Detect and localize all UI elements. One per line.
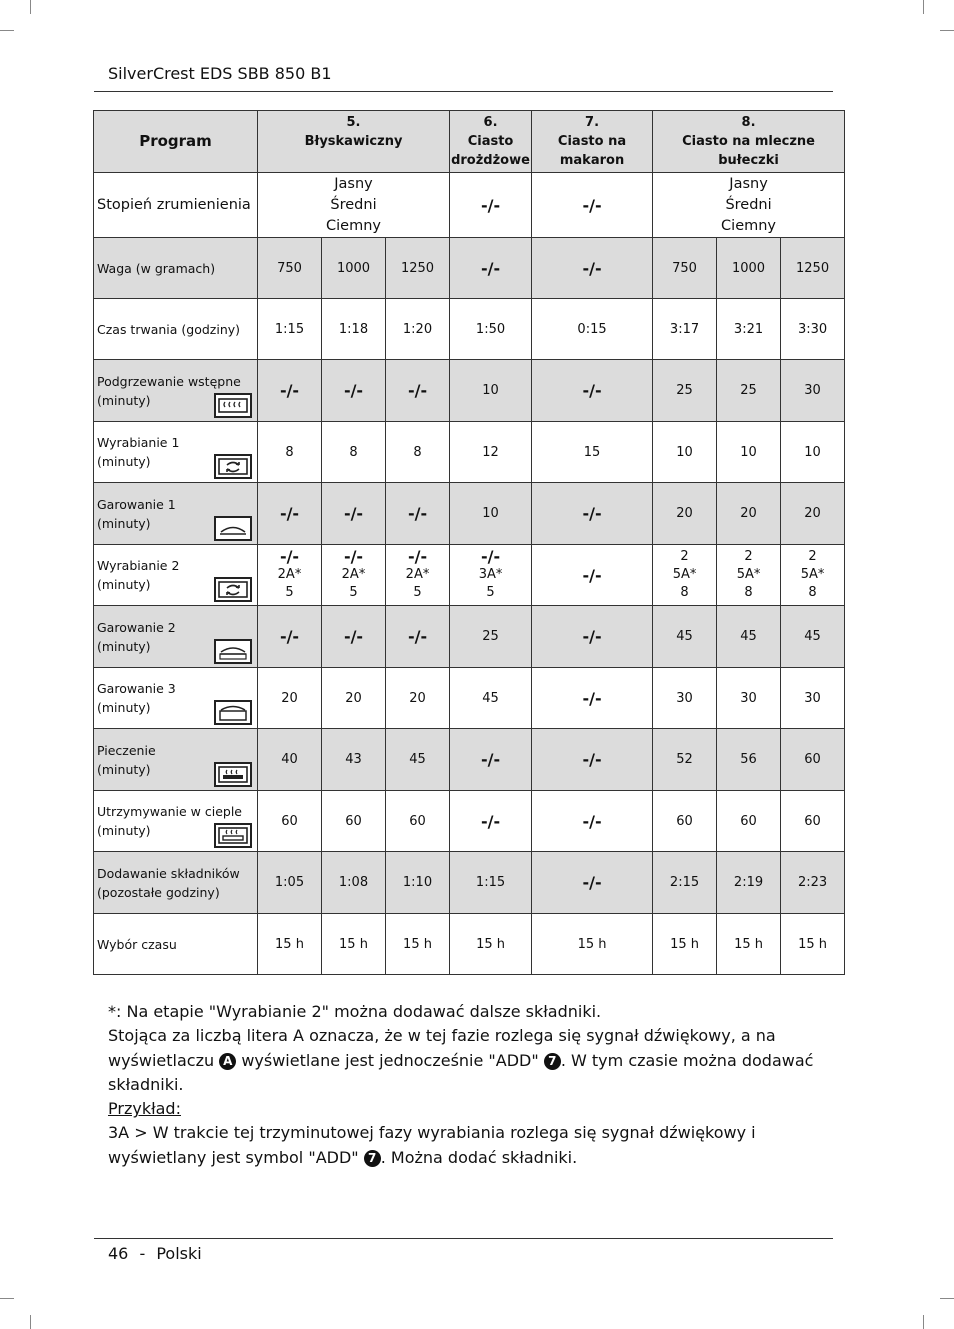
- row-label: [94, 791, 258, 852]
- column-name: Błyskawiczny: [304, 134, 403, 149]
- cell-value: 10: [450, 483, 532, 545]
- browning-levels: [258, 173, 450, 238]
- cell-value: 1:18: [322, 299, 386, 360]
- cell-value: 43: [322, 729, 386, 791]
- cell-line: 3A*: [478, 567, 503, 582]
- cell-value: 52: [653, 729, 717, 791]
- row-label-text: Waga (w gramach): [97, 260, 216, 276]
- add-badge-icon: 7: [544, 1053, 561, 1070]
- cell-value: 56: [717, 729, 781, 791]
- header-rule: [94, 91, 833, 92]
- table-row: [94, 483, 845, 545]
- cell-value: 10: [717, 422, 781, 483]
- table-row: [94, 791, 845, 852]
- browning-level: Jasny: [729, 175, 768, 192]
- row-label: [94, 545, 258, 606]
- cell-line: 2A*: [277, 567, 302, 582]
- row-label-unit: (minuty): [97, 761, 151, 777]
- cell-value: 60: [781, 729, 845, 791]
- crop-mark: [0, 1298, 14, 1299]
- crop-mark: [0, 30, 14, 31]
- cell-line: 5: [486, 585, 495, 600]
- note-text: . Można dodać składniki.: [380, 1147, 578, 1167]
- cell-value: 1:15: [450, 852, 532, 914]
- cell-value: 15: [532, 422, 653, 483]
- table-row: [94, 729, 845, 791]
- table-row: [94, 606, 845, 668]
- note-text: Stojąca za liczbą litera A oznacza, że w tej fazie rozlega się sygnał dźwiękowy, a na wyświetlaczu: [108, 1026, 776, 1070]
- cell-line: 2A*: [405, 567, 430, 582]
- table-row: [94, 360, 845, 422]
- cell-value: 1:15: [258, 299, 322, 360]
- cell-value: 45: [386, 729, 450, 791]
- cell-value: 60: [781, 791, 845, 852]
- browning-levels: [653, 173, 845, 238]
- cell-value: [386, 545, 450, 606]
- cell-value: 25: [717, 360, 781, 422]
- cell-value: 15 h: [781, 914, 845, 975]
- crop-mark: [940, 30, 954, 31]
- column-header: [258, 111, 450, 173]
- browning-level: Jasny: [334, 175, 373, 192]
- cell-value: 1:08: [322, 852, 386, 914]
- column-name: Ciasto na mleczne: [682, 134, 815, 149]
- column-name-2: makaron: [559, 153, 625, 168]
- bake-icon: [214, 762, 252, 787]
- crop-mark: [923, 0, 924, 14]
- cell-value: 1:05: [258, 852, 322, 914]
- cell-value: 0:15: [532, 299, 653, 360]
- note-text: wyświetlane jest jednocześnie "ADD": [241, 1050, 539, 1070]
- cell-value: 60: [386, 791, 450, 852]
- cell-line: 8: [680, 585, 689, 600]
- cell-value: 30: [781, 360, 845, 422]
- row-label: [94, 299, 258, 360]
- table-row: [94, 668, 845, 729]
- cell-value: -/-: [258, 606, 322, 668]
- cell-value: 8: [386, 422, 450, 483]
- cell-value: -/-: [322, 483, 386, 545]
- column-header: [653, 111, 845, 173]
- rise-1-icon: [214, 516, 252, 541]
- note-text: . W tym czasie można dodawać składniki.: [108, 1050, 814, 1094]
- column-name: Ciasto na: [557, 134, 627, 149]
- add-badge-icon: 7: [364, 1150, 381, 1167]
- note-asterisk: *: Na etapie "Wyrabianie 2" można dodawać dalsze składniki.: [108, 1002, 602, 1021]
- cell-value: -/-: [532, 606, 653, 668]
- cell-value: -/-: [386, 360, 450, 422]
- cell-value: 20: [386, 668, 450, 729]
- crop-mark: [923, 1315, 924, 1329]
- table-row: [94, 914, 845, 975]
- cell-value: 45: [450, 668, 532, 729]
- cell-value: 45: [653, 606, 717, 668]
- cell-value: 20: [653, 483, 717, 545]
- column-number: 5.: [346, 115, 361, 130]
- cell-value: -/-: [532, 729, 653, 791]
- cell-value: -/-: [532, 360, 653, 422]
- cell-line: 2A*: [341, 567, 366, 582]
- browning-level: Średni: [725, 196, 772, 213]
- row-label-text: Wyrabianie 1: [97, 435, 180, 450]
- cell-value: [450, 545, 532, 606]
- cell-value: 750: [653, 238, 717, 299]
- cell-value: 20: [258, 668, 322, 729]
- cell-value: 60: [653, 791, 717, 852]
- knead-icon: [214, 577, 252, 602]
- column-number: 6.: [483, 115, 498, 130]
- cell-value: 60: [322, 791, 386, 852]
- cell-value: [653, 545, 717, 606]
- cell-value: [717, 545, 781, 606]
- cell-line: 5A*: [736, 567, 761, 582]
- cell-value: -/-: [450, 238, 532, 299]
- browning-level: Średni: [330, 196, 377, 213]
- crop-mark: [30, 1315, 31, 1329]
- cell-value: 20: [781, 483, 845, 545]
- cell-line: 2: [808, 549, 817, 564]
- page-header-title: SilverCrest EDS SBB 850 B1: [108, 64, 332, 83]
- cell-value: 750: [258, 238, 322, 299]
- table-row: [94, 238, 845, 299]
- column-header: [450, 111, 532, 173]
- cell-line: 2: [680, 549, 689, 564]
- knead-icon: [214, 454, 252, 479]
- cell-value: [322, 545, 386, 606]
- cell-value: 3:30: [781, 299, 845, 360]
- cell-line: -/-: [343, 547, 364, 566]
- cell-line: 5: [413, 585, 422, 600]
- cell-value: 3:17: [653, 299, 717, 360]
- cell-value: -/-: [532, 668, 653, 729]
- cell-value: -/-: [322, 606, 386, 668]
- cell-value: 45: [781, 606, 845, 668]
- row-label-unit: (minuty): [97, 392, 151, 408]
- cell-value: -/-: [258, 483, 322, 545]
- cell-value: -/-: [532, 852, 653, 914]
- cell-value: -/-: [532, 238, 653, 299]
- row-label: [94, 852, 258, 914]
- row-label-unit: (minuty): [97, 638, 151, 654]
- cell-value: 15 h: [386, 914, 450, 975]
- cell-value: 30: [653, 668, 717, 729]
- page-footer: [108, 1244, 202, 1263]
- cell-value: -/-: [322, 360, 386, 422]
- cell-value: 25: [450, 606, 532, 668]
- cell-value: 3:21: [717, 299, 781, 360]
- cell-line: -/-: [480, 547, 501, 566]
- cell-value: 40: [258, 729, 322, 791]
- row-label: [94, 914, 258, 975]
- row-label: [94, 606, 258, 668]
- row-label: [94, 668, 258, 729]
- table-row: [94, 545, 845, 606]
- browning-level: Ciemny: [721, 217, 777, 234]
- cell-value: 2:15: [653, 852, 717, 914]
- cell-value: 20: [322, 668, 386, 729]
- cell-value: 8: [258, 422, 322, 483]
- cell-value: [258, 545, 322, 606]
- row-label-text: Wybór czasu: [97, 936, 177, 952]
- program-table: [93, 110, 845, 975]
- note-example: [108, 1121, 838, 1170]
- cell-line: 8: [808, 585, 817, 600]
- footer-rule: [94, 1238, 833, 1239]
- row-label: [94, 483, 258, 545]
- note-text: 3A > W trakcie tej trzyminutowej fazy wyrabiania rozlega się sygnał dźwiękowy i wyświetlany jest symbol "ADD": [108, 1123, 756, 1167]
- row-label-text: Czas trwania (godziny): [97, 321, 241, 337]
- row-label-text: Pieczenie: [97, 742, 156, 758]
- cell-value: 20: [717, 483, 781, 545]
- cell-value: 8: [322, 422, 386, 483]
- crop-mark: [30, 0, 31, 14]
- column-name: Ciasto: [467, 134, 514, 149]
- row-label-text: Garowanie 1: [97, 496, 176, 512]
- cell-value: 15 h: [532, 914, 653, 975]
- preheat-icon: [214, 393, 252, 418]
- table-row: [94, 852, 845, 914]
- page-number: 46: [108, 1244, 129, 1263]
- row-label-text: Garowanie 2: [97, 619, 176, 635]
- cell-value: 30: [781, 668, 845, 729]
- cell-line: 5: [285, 585, 294, 600]
- table-row: [94, 173, 845, 238]
- cell-line: -/-: [279, 547, 300, 566]
- cell-value: -/-: [450, 729, 532, 791]
- cell-value: 1250: [781, 238, 845, 299]
- cell-value: 12: [450, 422, 532, 483]
- cell-value: 2:23: [781, 852, 845, 914]
- browning-level: Ciemny: [326, 217, 381, 234]
- cell-value: -/-: [386, 606, 450, 668]
- cell-value: 10: [653, 422, 717, 483]
- row-label-text: Wyrabianie 2: [97, 558, 180, 573]
- row-label-text: Podgrzewanie wstępne: [97, 373, 241, 389]
- row-label: [94, 360, 258, 422]
- row-label-text: Dodawanie składników: [97, 865, 240, 881]
- cell-value: 15 h: [258, 914, 322, 975]
- row-label-text: Garowanie 3: [97, 681, 176, 696]
- cell-line: 5: [349, 585, 358, 600]
- cell-value: 1250: [386, 238, 450, 299]
- cell-value: 15 h: [653, 914, 717, 975]
- cell-value: -/-: [532, 173, 653, 238]
- cell-value: 60: [717, 791, 781, 852]
- cell-value: -/-: [450, 173, 532, 238]
- cell-value: [781, 545, 845, 606]
- table-row: [94, 299, 845, 360]
- column-number: 7.: [585, 115, 600, 130]
- cell-line: -/-: [407, 547, 428, 566]
- row-label-unit: (minuty): [97, 454, 151, 469]
- row-label: [94, 422, 258, 483]
- row-label: [94, 729, 258, 791]
- column-number: 8.: [741, 115, 756, 130]
- note-a-explanation: [108, 1024, 838, 1097]
- column-header: [532, 111, 653, 173]
- column-name-2: bułeczki: [718, 153, 779, 168]
- column-name-2: drożdżowe: [451, 153, 530, 168]
- row-label-text: Utrzymywanie w cieple: [97, 804, 242, 819]
- row-label-unit: (pozostałe godziny): [97, 884, 220, 900]
- cell-value: 1:20: [386, 299, 450, 360]
- keep-warm-icon: [214, 823, 252, 848]
- crop-mark: [940, 1298, 954, 1299]
- row-label-unit: (minuty): [97, 700, 151, 715]
- program-label: Program: [94, 111, 258, 173]
- cell-value: 1000: [322, 238, 386, 299]
- cell-value: -/-: [532, 791, 653, 852]
- row-label-unit: (minuty): [97, 515, 151, 531]
- cell-line: 5A*: [672, 567, 697, 582]
- cell-value: 60: [258, 791, 322, 852]
- cell-value: 10: [781, 422, 845, 483]
- row-label-unit: (minuty): [97, 823, 151, 838]
- row-label: [94, 238, 258, 299]
- footer-language: Polski: [156, 1244, 202, 1263]
- cell-value: 15 h: [322, 914, 386, 975]
- cell-value: 1:50: [450, 299, 532, 360]
- table-row: [94, 422, 845, 483]
- column-name-2: [258, 151, 449, 170]
- cell-line: 8: [744, 585, 753, 600]
- cell-value: -/-: [258, 360, 322, 422]
- cell-value: 2:19: [717, 852, 781, 914]
- cell-value: -/-: [386, 483, 450, 545]
- display-badge-icon: A: [219, 1053, 236, 1070]
- cell-value: 1000: [717, 238, 781, 299]
- cell-value: 25: [653, 360, 717, 422]
- cell-line: 2: [744, 549, 753, 564]
- cell-value: 45: [717, 606, 781, 668]
- cell-value: 1:10: [386, 852, 450, 914]
- row-label: Stopień zrumienienia: [94, 173, 258, 238]
- cell-line: 5A*: [800, 567, 825, 582]
- cell-value: 10: [450, 360, 532, 422]
- footer-separator: -: [139, 1244, 146, 1263]
- rise-2-icon: [214, 639, 252, 664]
- notes: [108, 1000, 838, 1170]
- rise-3-icon: [214, 700, 252, 725]
- cell-value: -/-: [532, 483, 653, 545]
- cell-value: 15 h: [450, 914, 532, 975]
- cell-value: 15 h: [717, 914, 781, 975]
- table-header-row: [94, 111, 845, 173]
- cell-value: -/-: [532, 545, 653, 606]
- row-label-unit: (minuty): [97, 577, 151, 592]
- cell-value: -/-: [450, 791, 532, 852]
- cell-value: 30: [717, 668, 781, 729]
- example-label: Przykład:: [108, 1099, 181, 1119]
